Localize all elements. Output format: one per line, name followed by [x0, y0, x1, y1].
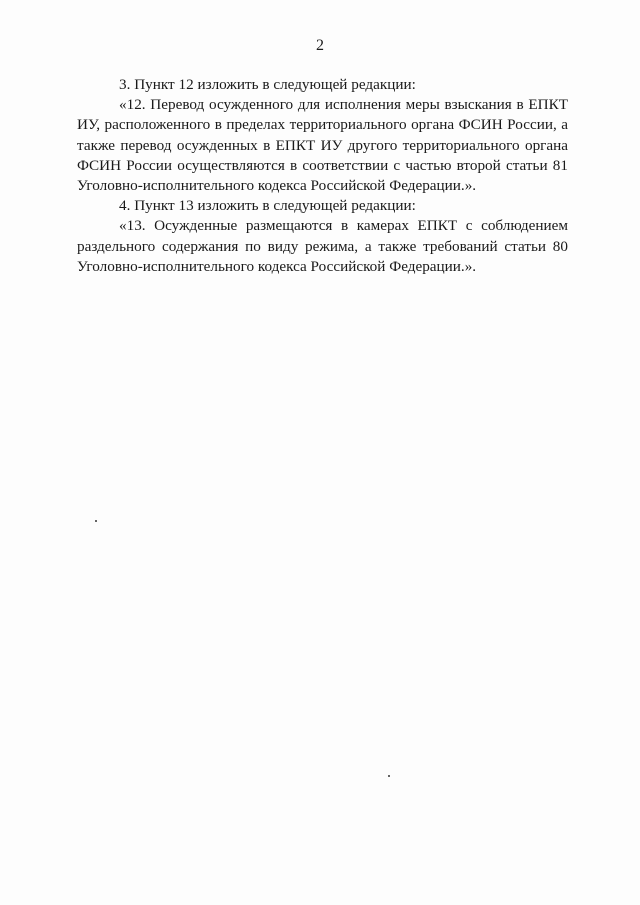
paragraph-item-3-heading: 3. Пункт 12 изложить в следующей редакции: — [119, 76, 416, 93]
paragraph-item-4-heading: 4. Пункт 13 изложить в следующей редакции: — [119, 197, 416, 215]
scan-speck — [388, 775, 390, 777]
page-number: 2 — [316, 37, 324, 54]
paragraph-item-12-text: «12. Перевод осужденного для исполнения меры взыскания в ЕПКТ ИУ, расположенного в пределах территориального органа ФСИН России, а также перевод осужденных в ЕПКТ ИУ другого территориального органа ФСИН России осуществляются в соответствии с частью второй статьи 81 Уголовно-исполнительного кодекса Российской Федерации.». — [77, 96, 568, 195]
paragraph-item-13-text: «13. Осужденные размещаются в камерах ЕПКТ с соблюдением раздельного содержания по виду режима, а также требований статьи 80 Уголовно-исполнительного кодекса Российской Федерации.». — [77, 217, 568, 275]
scan-speck — [95, 520, 97, 522]
document-body — [77, 75, 568, 277]
